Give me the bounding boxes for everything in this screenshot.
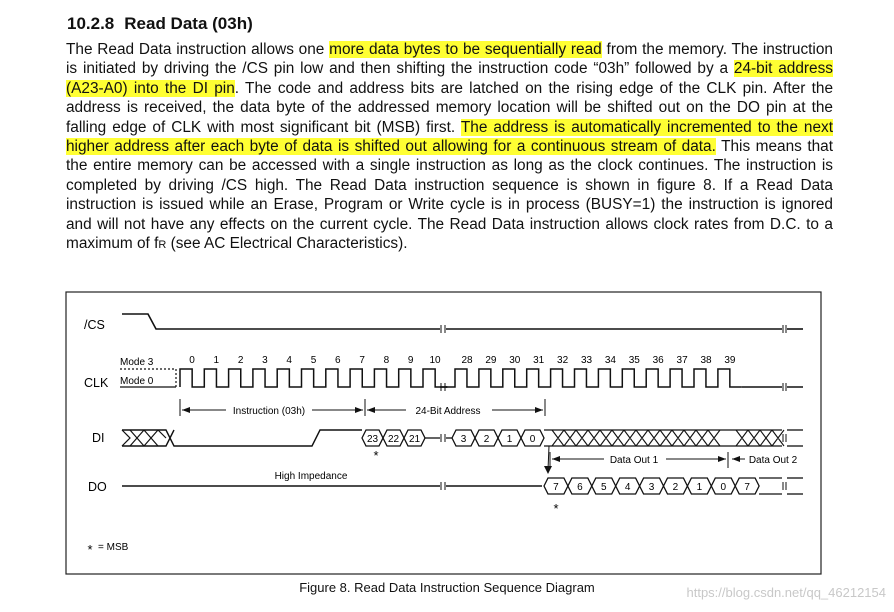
clock-number: 34 <box>604 355 616 366</box>
do-bit: 7 <box>553 482 559 493</box>
high-impedance-label: High Impedance <box>274 471 348 482</box>
paragraph-text: The Read Data instruction allows one <box>66 41 330 58</box>
paragraph-text: from the memory. The instruction is initiated by driving the /CS pin low and then shifting the instruction code “03h” followed by a <box>66 41 833 78</box>
paragraph-text: R <box>158 239 167 252</box>
paragraph-text: This means that the entire memory can be accessed with a single instruction as long as the clock continues. The instruction is completed by driving /CS high. The Read Data instruction sequence is shown in figure 8. If a Read Data instruction is issued while an Erase, Program or Write cycle is in process (BUSY=1) the instruction is ignored and will not have any effects on the current cycle. The Read Data instruction allows clock rates from D.C. to a maximum of f <box>66 138 833 253</box>
di-dontcare-x <box>552 430 784 446</box>
clk-pulses-a <box>180 369 447 387</box>
diagram-frame <box>66 292 821 574</box>
arrow-head <box>355 407 363 413</box>
signal-label-do: DO <box>88 480 107 494</box>
clock-number: 31 <box>533 355 545 366</box>
clock-number: 7 <box>359 355 365 366</box>
cs-waveform <box>122 314 440 329</box>
do-bit: 7 <box>744 482 750 493</box>
msb-marker-do: * <box>553 501 559 516</box>
di-bit: 21 <box>408 434 421 445</box>
clock-number: 35 <box>628 355 640 366</box>
clock-number: 29 <box>485 355 497 366</box>
di-bit: 22 <box>387 434 400 445</box>
di-bit: 1 <box>506 434 513 445</box>
di-bit: 23 <box>366 434 379 445</box>
clock-number: 0 <box>189 355 195 366</box>
arrow-head <box>367 407 375 413</box>
clock-number: 39 <box>724 355 736 366</box>
figure-caption: Figure 8. Read Data Instruction Sequence Diagram <box>299 580 595 595</box>
signal-label-di: DI <box>92 431 105 445</box>
section-title: Read Data (03h) <box>124 14 253 33</box>
do-bit: 0 <box>720 482 727 493</box>
instruction-label: Instruction (03h) <box>232 406 306 417</box>
do-bit: 6 <box>577 482 583 493</box>
clock-number: 10 <box>429 355 441 366</box>
do-bit: 5 <box>600 482 607 493</box>
clock-number: 4 <box>286 355 292 366</box>
do-bit: 2 <box>672 482 679 493</box>
data-start-arrow <box>544 466 552 474</box>
signal-label-clk: CLK <box>84 376 109 390</box>
signal-label-cs: /CS <box>84 318 105 332</box>
highlighted-text: 24-bit address (A23-A0) into the DI pin <box>66 60 833 97</box>
clock-numbers <box>189 355 736 366</box>
mode-0-label: Mode 0 <box>120 376 154 387</box>
do-data-bits <box>544 478 803 494</box>
section-number: 10.2.8 <box>67 14 115 33</box>
arrow-head <box>732 456 740 462</box>
highlighted-text: more data bytes to be sequentially read <box>329 41 602 58</box>
mode-3-label: Mode 3 <box>120 357 154 368</box>
clock-number: 5 <box>310 355 317 366</box>
clock-number: 1 <box>213 355 220 366</box>
msb-legend-star: * <box>87 542 93 557</box>
clock-number: 3 <box>262 355 268 366</box>
clock-number: 8 <box>383 355 390 366</box>
clk-waveform <box>180 369 803 387</box>
di-bit: 3 <box>460 434 467 445</box>
clock-number: 28 <box>461 355 473 366</box>
clock-number: 33 <box>580 355 593 366</box>
msb-marker-di: * <box>373 448 379 463</box>
clock-number: 38 <box>700 355 712 366</box>
paragraph-text: (see AC Electrical Characteristics). <box>166 235 408 253</box>
di-bit: 2 <box>483 434 490 445</box>
clock-number: 2 <box>237 355 244 366</box>
di-address-bits <box>362 430 803 446</box>
do-bit: 4 <box>624 482 631 493</box>
do-bit: 3 <box>648 482 655 493</box>
clock-number: 9 <box>407 355 414 366</box>
do-bit: 1 <box>696 482 703 493</box>
di-waveform <box>122 430 362 446</box>
arrow-head <box>718 456 726 462</box>
clock-number: 37 <box>676 355 688 366</box>
arrow-head <box>535 407 543 413</box>
di-bit: 0 <box>529 434 536 445</box>
clock-number: 30 <box>509 355 521 366</box>
data-out-2-label: Data Out 2 <box>748 455 798 466</box>
clock-number: 6 <box>335 355 341 366</box>
clk-pulses-b <box>446 369 742 387</box>
watermark: https://blog.csdn.net/qq_46212154 <box>686 585 886 600</box>
paragraph-text: . The code and address bits are latched on the rising edge of the CLK pin. After the address is received, the data byte of the addressed memory location will be shifted out on the DO pin at the falling edge of CLK with most significant bit (MSB) first. <box>66 79 834 136</box>
clock-number: 36 <box>652 355 664 366</box>
arrow-head <box>552 456 560 462</box>
arrow-head <box>182 407 190 413</box>
clock-number: 32 <box>557 355 569 366</box>
msb-legend-text: = MSB <box>98 542 129 553</box>
address-label: 24-Bit Address <box>415 406 481 417</box>
highlighted-text: The address is automatically incremented to the next higher address after each byte of data is shifted out allowing for a continuous stream of data. <box>66 118 834 156</box>
data-out-1-label: Data Out 1 <box>609 455 659 466</box>
